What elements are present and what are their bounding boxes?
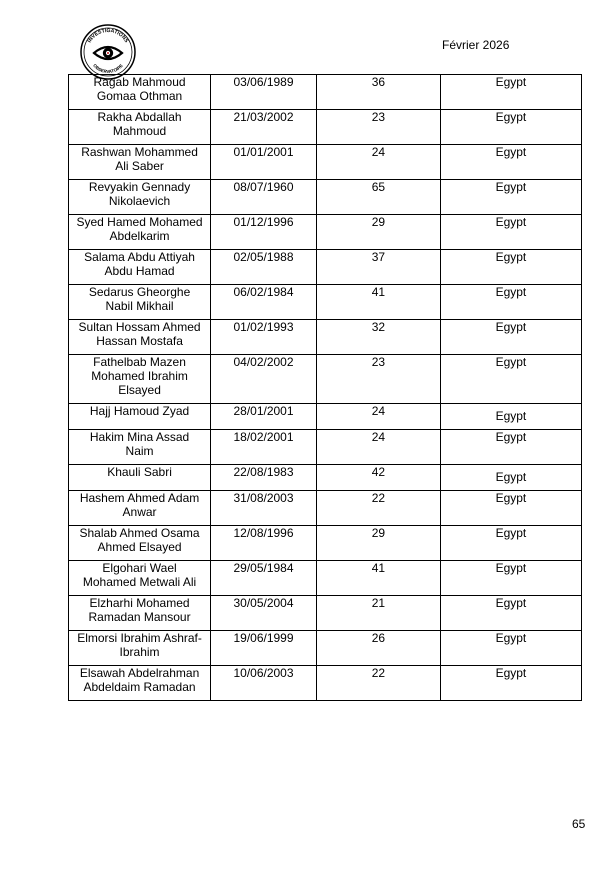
- table-row: [69, 250, 582, 285]
- age-cell: 65: [316, 180, 440, 215]
- name-cell: [69, 526, 211, 561]
- date-of-birth-cell: 30/05/2004: [211, 596, 317, 631]
- name-cell: [69, 145, 211, 180]
- name-line: Ibrahim: [119, 645, 160, 659]
- country-cell: Egypt: [440, 465, 581, 491]
- name-line: Hashem Ahmed Adam: [79, 491, 200, 505]
- date-of-birth-cell: 22/08/1983: [211, 465, 317, 491]
- age-cell: 41: [316, 561, 440, 596]
- table-row: [69, 404, 582, 430]
- name-line: Abdeldaim Ramadan: [83, 680, 196, 694]
- name-line: Anwar: [122, 505, 157, 519]
- date-of-birth-cell: 12/08/1996: [211, 526, 317, 561]
- date-of-birth-cell: 28/01/2001: [211, 404, 317, 430]
- name-cell: [69, 631, 211, 666]
- age-cell: 29: [316, 215, 440, 250]
- country-cell: Egypt: [440, 526, 581, 561]
- age-cell: 22: [316, 666, 440, 701]
- date-of-birth-cell: 01/02/1993: [211, 320, 317, 355]
- name-line: Mahmoud: [112, 124, 167, 138]
- name-line: Gomaa Othman: [96, 89, 183, 103]
- name-line: Ahmed Elsayed: [97, 540, 182, 554]
- age-cell: 29: [316, 526, 440, 561]
- table-row: [69, 320, 582, 355]
- name-line: Salama Abdu Attiyah: [84, 250, 195, 264]
- country-cell: Egypt: [440, 215, 581, 250]
- country-cell: Egypt: [440, 320, 581, 355]
- name-cell: [69, 110, 211, 145]
- name-line: Syed Hamed Mohamed: [76, 215, 203, 229]
- date-of-birth-cell: 21/03/2002: [211, 110, 317, 145]
- age-cell: 23: [316, 355, 440, 404]
- name-cell: [69, 404, 211, 430]
- table-row: [69, 666, 582, 701]
- name-cell: [69, 491, 211, 526]
- name-line: Rakha Abdallah: [97, 110, 182, 124]
- table-row: [69, 145, 582, 180]
- country-cell: Egypt: [440, 355, 581, 404]
- age-cell: 24: [316, 145, 440, 180]
- name-cell: [69, 320, 211, 355]
- name-line: Nabil Mikhail: [105, 299, 174, 313]
- table-row: [69, 430, 582, 465]
- name-cell: [69, 250, 211, 285]
- country-cell: Egypt: [440, 180, 581, 215]
- name-line: Ragab Mahmoud: [93, 75, 186, 89]
- country-cell: Egypt: [440, 430, 581, 465]
- persons-table: [68, 74, 582, 701]
- name-cell: [69, 355, 211, 404]
- name-line: Ali Saber: [115, 159, 164, 173]
- country-cell: Egypt: [440, 631, 581, 666]
- table-row: [69, 526, 582, 561]
- table-row: [69, 110, 582, 145]
- country-cell: Egypt: [440, 250, 581, 285]
- name-line: Elzharhi Mohamed: [89, 596, 190, 610]
- country-cell: Egypt: [440, 75, 581, 110]
- age-cell: 23: [316, 110, 440, 145]
- table-row: [69, 355, 582, 404]
- page-number: 65: [572, 817, 586, 831]
- name-cell: [69, 180, 211, 215]
- date-of-birth-cell: 10/06/2003: [211, 666, 317, 701]
- date-of-birth-cell: 18/02/2001: [211, 430, 317, 465]
- date-of-birth-cell: 02/05/1988: [211, 250, 317, 285]
- name-line: Naim: [125, 444, 154, 458]
- name-line: Khauli Sabri: [107, 465, 172, 479]
- table-row: [69, 561, 582, 596]
- age-cell: 41: [316, 285, 440, 320]
- name-line: Fathelbab Mazen: [93, 355, 186, 369]
- name-line: Revyakin Gennady: [88, 180, 191, 194]
- date-of-birth-cell: 01/12/1996: [211, 215, 317, 250]
- country-cell: Egypt: [440, 145, 581, 180]
- table-row: [69, 75, 582, 110]
- date-of-birth-cell: 04/02/2002: [211, 355, 317, 404]
- country-cell: Egypt: [440, 596, 581, 631]
- name-line: Sedarus Gheorghe: [88, 285, 191, 299]
- table-row: [69, 596, 582, 631]
- age-cell: 32: [316, 320, 440, 355]
- date-of-birth-cell: 03/06/1989: [211, 75, 317, 110]
- name-line: Ramadan Mansour: [88, 610, 191, 624]
- document-date: Février 2026: [442, 38, 510, 52]
- name-line: Hakim Mina Assad: [89, 430, 190, 444]
- age-cell: 22: [316, 491, 440, 526]
- age-cell: 26: [316, 631, 440, 666]
- age-cell: 24: [316, 404, 440, 430]
- country-cell: Egypt: [440, 561, 581, 596]
- name-line: Mohamed Ibrahim: [91, 369, 188, 383]
- age-cell: 24: [316, 430, 440, 465]
- age-cell: 36: [316, 75, 440, 110]
- country-cell: Egypt: [440, 285, 581, 320]
- country-cell: Egypt: [440, 666, 581, 701]
- name-cell: [69, 285, 211, 320]
- name-cell: [69, 75, 211, 110]
- name-line: Sultan Hossam Ahmed: [78, 320, 201, 334]
- date-of-birth-cell: 31/08/2003: [211, 491, 317, 526]
- date-of-birth-cell: 08/07/1960: [211, 180, 317, 215]
- name-cell: [69, 215, 211, 250]
- table-row: [69, 215, 582, 250]
- name-line: Abdelkarim: [109, 229, 170, 243]
- name-line: Mohamed Metwali Ali: [82, 575, 197, 589]
- name-line: Shalab Ahmed Osama: [79, 526, 200, 540]
- name-cell: [69, 596, 211, 631]
- country-cell: Egypt: [440, 491, 581, 526]
- age-cell: 37: [316, 250, 440, 285]
- name-cell: [69, 430, 211, 465]
- date-of-birth-cell: 19/06/1999: [211, 631, 317, 666]
- age-cell: 42: [316, 465, 440, 491]
- date-of-birth-cell: 01/01/2001: [211, 145, 317, 180]
- country-cell: Egypt: [440, 404, 581, 430]
- logo-text-bottom: OBSERVATOIRE: [92, 62, 124, 75]
- logo-text-top: INVESTIGATIONS: [86, 27, 130, 44]
- table-body: [69, 75, 582, 701]
- name-cell: [69, 465, 211, 491]
- eye-logo-icon: [80, 24, 136, 80]
- name-line: Rashwan Mohammed: [81, 145, 198, 159]
- table-row: [69, 285, 582, 320]
- table-row: [69, 180, 582, 215]
- name-line: Elsayed: [118, 383, 161, 397]
- date-of-birth-cell: 06/02/1984: [211, 285, 317, 320]
- table-row: [69, 491, 582, 526]
- name-line: Hassan Mostafa: [96, 334, 183, 348]
- name-line: Elgohari Wael: [102, 561, 177, 575]
- name-line: Elmorsi Ibrahim Ashraf-: [77, 631, 202, 645]
- name-line: Elsawah Abdelrahman: [79, 666, 200, 680]
- name-cell: [69, 666, 211, 701]
- name-line: Abdu Hamad: [104, 264, 175, 278]
- name-line: Nikolaevich: [108, 194, 171, 208]
- name-cell: [69, 561, 211, 596]
- table-row: [69, 631, 582, 666]
- date-of-birth-cell: 29/05/1984: [211, 561, 317, 596]
- name-line: Hajj Hamoud Zyad: [89, 404, 190, 418]
- age-cell: 21: [316, 596, 440, 631]
- country-cell: Egypt: [440, 110, 581, 145]
- table-row: [69, 465, 582, 491]
